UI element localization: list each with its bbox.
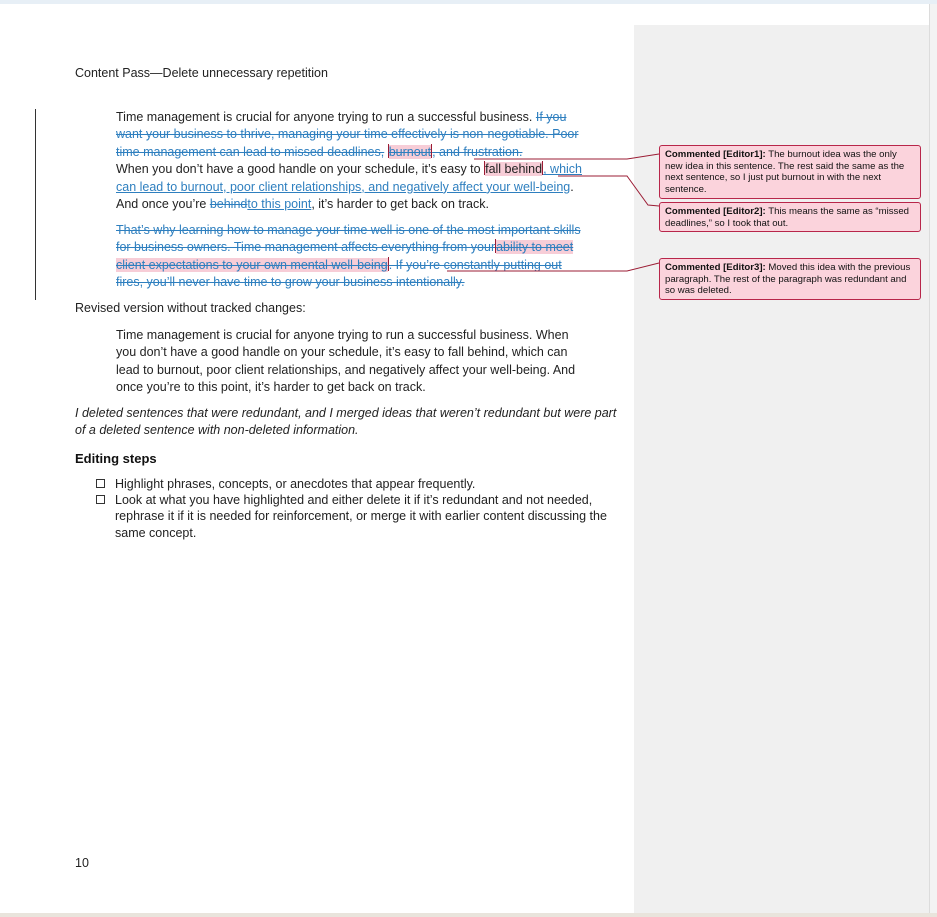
list-item: Look at what you have highlighted and either delete it if it’s redundant and not needed, rephrase it if it is needed for reinforcement, or merge it with earlier content discussing the same concept. — [94, 492, 624, 541]
comment-author: Commented [Editor2]: — [665, 206, 766, 217]
body-text: Time management is crucial for anyone trying to run a successful business. — [116, 110, 533, 124]
tracked-paragraph-1[interactable] — [116, 109, 586, 213]
page-header: Content Pass—Delete unnecessary repetition — [75, 66, 328, 80]
comment-balloon-2[interactable] — [659, 202, 921, 232]
commented-deleted-text[interactable]: burnout — [388, 144, 432, 159]
inserted-text[interactable]: to this point — [247, 197, 312, 212]
tracked-change-bar — [35, 109, 36, 300]
deleted-text[interactable]: behind — [209, 197, 248, 212]
comment-balloon-3[interactable] — [659, 258, 921, 300]
comment-text: This means the same as “missed deadlines,” so I took that out. — [665, 206, 909, 229]
revised-paragraph: Time management is crucial for anyone trying to run a successful business. When you don’t have a good handle on your schedule, it’s easy to fall behind, which can lead to burnout, poor client relationships, and negatively affect your well-being. And once you’re to this point, it’s harder to get back on track. — [116, 328, 576, 395]
body-text: . And once you’re — [116, 179, 574, 212]
comment-author: Commented [Editor3]: — [665, 262, 766, 273]
deleted-text[interactable]: . If you’re constantly putting out fires, you’ll never have time to grow your business intentionally. — [116, 257, 562, 290]
inserted-text[interactable]: , which can lead to burnout, poor client relationships, and negatively affect your well-being — [116, 162, 582, 194]
tracked-paragraph-2[interactable] — [116, 222, 586, 292]
comment-text: The burnout idea was the only new idea in this sentence. The rest said the same as the next sentence, so I just put burnout in with the next sentence. — [665, 149, 905, 195]
page-number: 10 — [75, 856, 89, 870]
body-text: When you don’t have a good handle on your schedule, it’s easy to — [116, 162, 481, 177]
vertical-scrollbar[interactable] — [929, 4, 937, 913]
comment-author: Commented [Editor1]: — [665, 149, 766, 160]
editing-steps-heading: Editing steps — [75, 451, 157, 466]
revised-label: Revised version without tracked changes: — [75, 301, 306, 315]
comment-balloon-1[interactable] — [659, 145, 921, 199]
checkbox-bullet-icon — [96, 495, 105, 504]
deleted-text[interactable]: If you want your business to thrive, managing your time effectively is non-negotiable. Poor time management can lead to missed deadlines, — [116, 110, 579, 159]
checkbox-bullet-icon — [96, 479, 105, 488]
editing-steps-list — [94, 476, 624, 541]
editor-note: I deleted sentences that were redundant, and I merged ideas that weren’t redundant but were part of a deleted sentence with non-deleted information. — [75, 406, 617, 438]
deleted-text[interactable]: , and frustration. — [432, 144, 523, 159]
page-bottom-edge — [0, 913, 937, 917]
deleted-text[interactable]: That’s why learning how to manage your time well is one of the most important skills for business owners. Time management affects everything from your — [116, 223, 581, 255]
comment-text: Moved this idea with the previous paragraph. The rest of the paragraph was redundant and so was deleted. — [665, 262, 911, 297]
body-text: , it’s harder to get back on track. — [311, 197, 489, 212]
commented-deleted-text[interactable]: ability to meet client expectations to your own mental well-being — [116, 240, 574, 272]
commented-text[interactable]: fall behind — [485, 162, 543, 177]
list-item: Highlight phrases, concepts, or anecdotes that appear frequently. — [94, 476, 624, 492]
